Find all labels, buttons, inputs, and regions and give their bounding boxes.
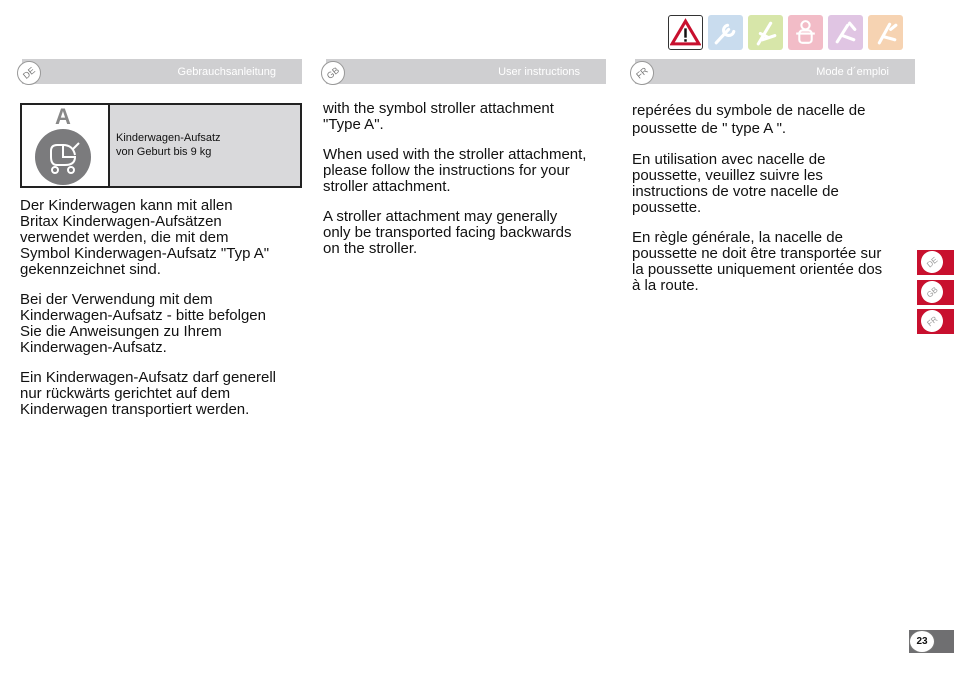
column-title-de: Gebrauchsanleitung <box>177 66 276 78</box>
infobox-line-1: Kinderwagen-Aufsatz <box>116 132 221 144</box>
gb-paragraph-3: A stroller attachment may generally only be transported facing backwards on the stroller. <box>323 208 572 257</box>
column-title-gb: User instructions <box>498 66 580 78</box>
fr-paragraph-2: En utilisation avec nacelle de poussette, veuillez suivre les instructions de votre nacelle de poussette. <box>632 151 839 216</box>
seat-fold-icon <box>868 15 903 50</box>
pram-icon <box>35 129 91 185</box>
car-seat-icon <box>748 15 783 50</box>
de-paragraph-3: Ein Kinderwagen-Aufsatz darf generell nur rückwärts gerichtet auf dem Kinderwagen transportiert werden. <box>20 369 276 418</box>
fr-text-column <box>632 102 912 308</box>
gb-paragraph-1: with the symbol stroller attachment "Type A". <box>323 100 554 133</box>
side-tab-label-fr: FR <box>917 306 948 337</box>
infobox-line-2: von Geburt bis 9 kg <box>116 146 212 158</box>
fr-paragraph-3: En règle générale, la nacelle de poussette ne doit être transportée sur la poussette uniquement orientée dos à la route. <box>632 229 883 294</box>
language-badge-fr: FR <box>625 56 659 90</box>
wrench-icon <box>708 15 743 50</box>
warning-triangle-icon <box>668 15 703 50</box>
type-letter: A <box>55 104 71 129</box>
stroller-attachment-infobox <box>20 103 302 188</box>
stroller-seat-icon <box>828 15 863 50</box>
category-icons <box>668 15 903 50</box>
fr-paragraph-1: repérées du symbole de nacelle de poussette de " type A ". <box>632 102 866 137</box>
side-tab-de[interactable] <box>917 250 954 275</box>
de-paragraph-2: Bei der Verwendung mit dem Kinderwagen-Aufsatz - bitte befolgen Sie die Anweisungen zu Ihrem Kinderwagen-Aufsatz. <box>20 291 266 356</box>
side-tab-gb[interactable] <box>917 280 954 305</box>
language-badge-de: DE <box>12 56 46 90</box>
column-header-gb <box>326 59 606 84</box>
gb-paragraph-2: When used with the stroller attachment, please follow the instructions for your stroller attachment. <box>323 146 587 195</box>
de-text-column <box>20 198 305 432</box>
side-tab-label-de: DE <box>917 247 948 278</box>
gb-text-column <box>323 101 613 271</box>
de-paragraph-1: Der Kinderwagen kann mit allen Britax Kinderwagen-Aufsätzen verwendet werden, die mit dem Symbol Kinderwagen-Aufsatz "Typ A" gekennzeichnet sind. <box>20 197 270 278</box>
page-number: 23 <box>909 630 935 653</box>
side-tab-fr[interactable] <box>917 309 954 334</box>
column-header-de <box>22 59 302 84</box>
language-badge-gb: GB <box>316 56 350 90</box>
infobox-symbol <box>22 105 110 186</box>
infobox-text <box>110 105 300 186</box>
column-header-fr <box>635 59 915 84</box>
column-title-fr: Mode d´emploi <box>816 66 889 78</box>
side-tab-label-gb: GB <box>917 277 948 308</box>
baby-seat-icon <box>788 15 823 50</box>
page-number-tab <box>909 630 954 653</box>
